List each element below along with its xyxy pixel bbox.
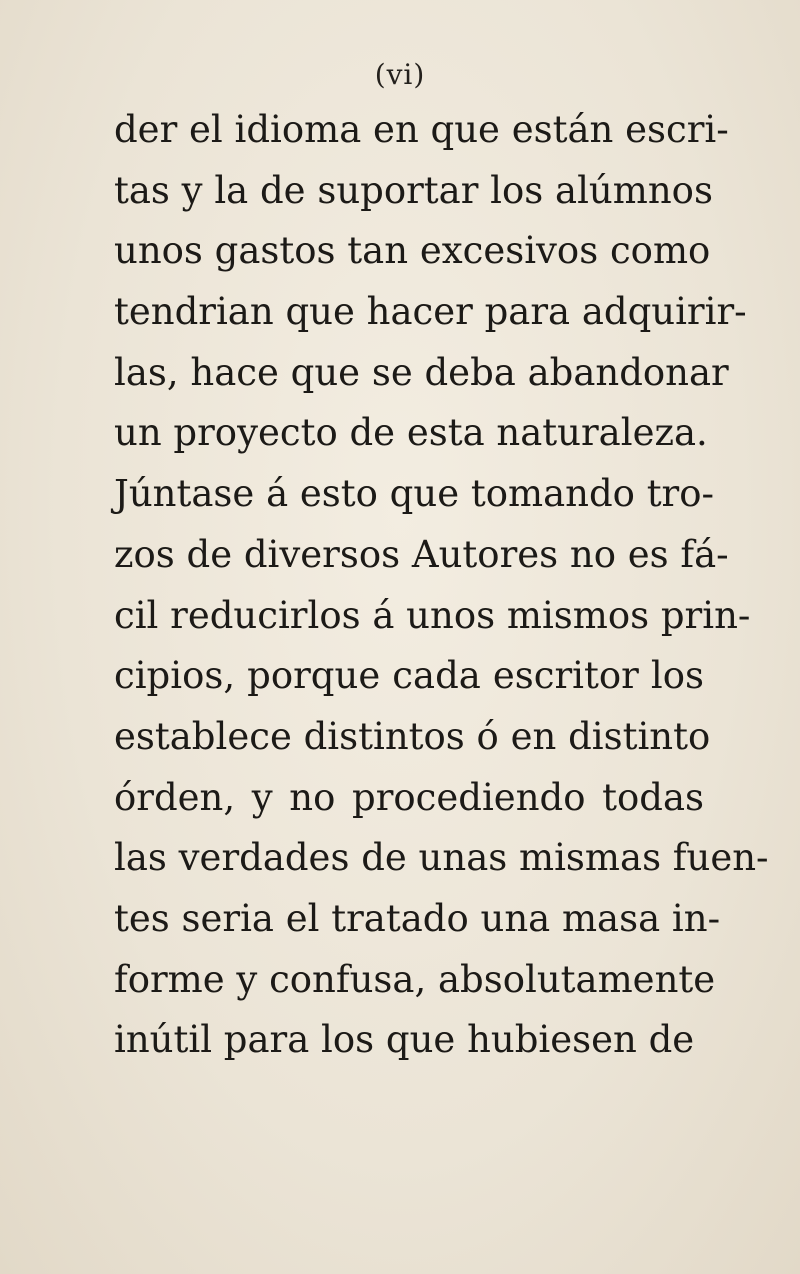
text-line-2: tas y la de suportar los alúmnos: [114, 168, 713, 212]
text-line-13: las verdades de unas mismas fuen-: [114, 836, 769, 880]
text-line-7: Júntase á esto que tomando tro-: [114, 472, 715, 516]
text-line-10: cipios, porque cada escritor los: [114, 654, 704, 698]
text-line-11: establece distintos ó en distinto: [114, 714, 711, 758]
text-line-5: las, hace que se deba abandonar: [114, 350, 729, 394]
text-line-9: cil reducirlos á unos mismos prin-: [114, 593, 751, 637]
text-line-8: zos de diversos Autores no es fá-: [114, 532, 729, 576]
page-number: (vi): [374, 58, 426, 91]
text-line-12: órden, y no procediendo todas: [114, 775, 704, 819]
text-line-16: inútil para los que hubiesen de: [114, 1018, 695, 1062]
text-line-4: tendrian que hacer para adquirir-: [114, 290, 747, 334]
text-line-14: tes seria el tratado una masa in-: [114, 896, 721, 940]
body-text: [114, 100, 769, 1071]
text-line-3: unos gastos tan excesivos como: [114, 229, 711, 273]
text-line-15: forme y confusa, absolutamente: [114, 957, 716, 1001]
text-line-1: der el idioma en que están escri-: [114, 108, 729, 151]
text-line-6: un proyecto de esta naturaleza.: [114, 411, 708, 455]
